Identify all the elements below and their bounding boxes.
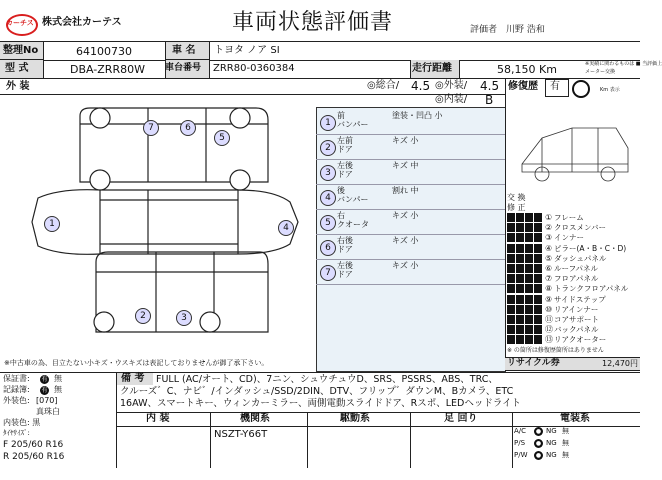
ps-ng: NG	[546, 439, 557, 447]
damage-row-part: 左後 ドア	[337, 161, 353, 179]
frame-item-number: ⑬	[545, 335, 553, 345]
mgmt-no-label: 整理No	[3, 45, 39, 56]
bottom-suspension: 足 回り	[444, 413, 478, 424]
frame-check-square	[534, 284, 542, 293]
frame-item-label: インナー	[554, 233, 584, 243]
frame-item-label: サイドステップ	[554, 294, 606, 304]
frame-check-square	[516, 233, 524, 242]
frame-check-square	[507, 295, 515, 304]
damage-row	[316, 109, 506, 135]
damage-row-part: 後 バンパー	[337, 186, 369, 204]
pw-ng: NG	[546, 451, 557, 459]
frame-item	[507, 223, 637, 233]
frame-item-number: ⑧	[545, 284, 553, 294]
ps-label: P/S	[514, 439, 526, 447]
frame-item-number: ①	[545, 213, 553, 222]
wheel	[90, 108, 110, 128]
frame-item-number: ⑩	[545, 304, 553, 314]
damage-row	[316, 259, 506, 285]
damage-row	[316, 234, 506, 260]
damage-row-number: 2	[320, 140, 336, 156]
frame-item-label: バックパネル	[554, 325, 599, 335]
repair-value: 有	[550, 81, 560, 92]
meter-note: メーター交換	[585, 69, 616, 75]
wheel	[230, 170, 250, 190]
frame-item	[507, 264, 637, 274]
frame-item-number: ⑪	[545, 315, 553, 324]
frame-check-square	[534, 254, 542, 263]
damage-row-description: キズ 小	[392, 136, 419, 145]
frame-check-square	[507, 233, 515, 242]
remarks-label: 備 考	[121, 373, 145, 384]
exterior-score-label: ◎外装/	[435, 80, 468, 91]
page-title: 車両状態評価書	[232, 10, 394, 35]
damage-marker-3[interactable]: 3	[176, 310, 192, 326]
frame-header-a: 交 換	[507, 193, 526, 202]
wheel	[94, 312, 114, 332]
recycle-label: リサイクル券	[507, 358, 560, 368]
damage-row-number: 3	[320, 165, 336, 181]
wheel	[200, 312, 220, 332]
interior-label: ◎内装/	[435, 94, 468, 105]
damage-marker-7[interactable]: 7	[143, 120, 159, 136]
frame-check-square	[516, 305, 524, 314]
interior-color: 内装色: 黒	[3, 418, 41, 427]
frame-check-square	[516, 315, 524, 324]
frame-item-number: ⑦	[545, 274, 553, 284]
frame-item	[507, 233, 637, 243]
frame-check-square	[516, 325, 524, 334]
repair-label: 修復歴	[508, 81, 538, 92]
frame-item-number: ④	[545, 243, 553, 253]
tire-rear: R 205/60 R16	[3, 452, 65, 462]
remarks-line3: 16AW、スマートキー、ウィンカーミラー、両側電動スライドドア、Rスポ、LEDヘッドライト	[120, 398, 522, 409]
recycle-value: 12,470円	[602, 359, 638, 368]
frame-check-square	[534, 244, 542, 253]
bottom-interior: 内 装	[146, 413, 170, 424]
warranty-value: 無	[54, 374, 62, 383]
frame-check-square	[534, 264, 542, 273]
damage-marker-1[interactable]: 1	[44, 216, 60, 232]
frame-check-square	[507, 325, 515, 334]
frame-item-label: フロアパネル	[554, 274, 599, 284]
damage-row-description: キズ 小	[392, 236, 419, 245]
frame-check-square	[507, 223, 515, 232]
damage-row-description: 割れ 中	[392, 186, 419, 195]
record-label: 記録簿:	[3, 385, 30, 394]
frame-item	[507, 274, 637, 284]
damage-marker-5[interactable]: 5	[214, 130, 230, 146]
damage-marker-2[interactable]: 2	[135, 308, 151, 324]
ps-ok-icon: ●	[535, 440, 542, 447]
warranty-label: 保証書:	[3, 374, 30, 383]
frame-check-square	[525, 335, 533, 344]
damage-row	[316, 159, 506, 185]
damage-row-description: キズ 小	[392, 261, 419, 270]
frame-check-square	[534, 274, 542, 283]
bottom-drive: 駆動系	[340, 413, 370, 424]
frame-item-number: ⑥	[545, 264, 553, 273]
damage-row-description: キズ 小	[392, 211, 419, 220]
frame-item-label: フレーム	[554, 213, 584, 222]
frame-check-square	[516, 244, 524, 253]
wheel	[90, 170, 110, 190]
frame-check-square	[534, 213, 542, 222]
frame-item-number: ②	[545, 223, 553, 233]
frame-item-label: ルーフパネル	[554, 264, 599, 273]
evaluator-label: 評価者	[470, 25, 498, 35]
bottom-engine: 機関系	[240, 413, 270, 424]
damage-row-number: 1	[320, 115, 336, 131]
mileage-note: ※実績に関わるものは ■ 当評価上	[585, 61, 662, 67]
frame-check-square	[507, 315, 515, 324]
frame-item-label: ピラー(A・B・C・D)	[554, 243, 627, 253]
frame-check-square	[516, 335, 524, 344]
bottom-engine-value: NSZT-Y66T	[214, 429, 268, 440]
frame-check-square	[525, 325, 533, 334]
frame-check-square	[507, 213, 515, 222]
frame-check-square	[516, 274, 524, 283]
frame-item-label: トランクフロアパネル	[554, 284, 629, 294]
frame-check-square	[525, 315, 533, 324]
overall-label: ◎総合/	[367, 80, 400, 91]
damage-row-number: 4	[320, 190, 336, 206]
frame-item	[507, 335, 637, 345]
header-table	[0, 41, 662, 79]
frame-item-number: ⑤	[545, 253, 553, 263]
frame-check-square	[516, 284, 524, 293]
frame-check-square	[507, 274, 515, 283]
frame-check-square	[525, 254, 533, 263]
damage-row-part: 右後 ドア	[337, 236, 353, 254]
frame-check-square	[507, 244, 515, 253]
frame-item-number: ③	[545, 233, 553, 243]
warranty-icon: 有	[41, 376, 48, 383]
frame-item-number: ⑨	[545, 294, 553, 304]
damage-row-part: 右 クオータ	[337, 211, 369, 229]
frame-item	[507, 315, 637, 325]
damage-row-description: キズ 中	[392, 161, 419, 170]
frame-item-label: ダッシュパネル	[554, 253, 607, 263]
meter-icon	[572, 80, 590, 98]
pw-ok-icon: ●	[535, 452, 542, 459]
frame-item	[507, 213, 637, 223]
frame-check-square	[534, 325, 542, 334]
logo-text: カーチス	[6, 19, 34, 27]
model-label: 型 式	[5, 63, 29, 74]
damage-row-part: 左後 ドア	[337, 261, 353, 279]
remarks-line1: FULL (AC/オート、CD)、7ニン、シュウチュウD、SRS、PSSRS、ABS、TRC、	[156, 374, 498, 385]
frame-diagram	[512, 98, 636, 188]
frame-check-square	[507, 284, 515, 293]
damage-marker-6[interactable]: 6	[180, 120, 196, 136]
frame-check-square	[525, 295, 533, 304]
overall-score: 4.5	[411, 79, 431, 93]
chassis-label: 車台番号	[165, 63, 202, 73]
bottom-electric: 電装系	[560, 413, 590, 424]
company-logo	[6, 14, 38, 36]
ac-label: A/C	[514, 427, 527, 435]
frame-check-square	[525, 274, 533, 283]
damage-row-number: 7	[320, 265, 336, 281]
company-name: 株式会社カーテス	[42, 17, 122, 28]
frame-header-b: 修 正	[507, 203, 526, 212]
ac-ng: NG	[546, 427, 557, 435]
exterior-footnote: ※中古車の為、目立たない小キズ・ウスキズは表記しておりませんが御了承下さい。	[4, 359, 269, 367]
wheel	[230, 108, 250, 128]
chassis-value: ZRR80-0360384	[213, 63, 295, 74]
pw-mu: 無	[562, 451, 569, 459]
frame-check-square	[534, 295, 542, 304]
meter-units-label: Km 表示	[600, 87, 620, 93]
color-name: 真珠白	[36, 407, 60, 416]
frame-check-square	[525, 223, 533, 232]
frame-check-square	[525, 233, 533, 242]
frame-check-square	[534, 305, 542, 314]
frame-check-square	[507, 305, 515, 314]
evaluator-name: 川野 浩和	[506, 25, 545, 35]
frame-check-square	[525, 264, 533, 273]
frame-check-square	[534, 335, 542, 344]
color-label: 外装色:	[3, 396, 30, 405]
ps-mu: 無	[562, 439, 569, 447]
exterior-label: 外 装	[6, 81, 30, 92]
frame-check-square	[507, 254, 515, 263]
ac-mu: 無	[562, 427, 569, 435]
frame-check-square	[525, 244, 533, 253]
damage-row-number: 5	[320, 215, 336, 231]
mileage-label: 走行距離	[412, 63, 452, 74]
frame-check-square	[516, 254, 524, 263]
damage-row	[316, 134, 506, 160]
frame-item	[507, 325, 637, 335]
frame-item	[507, 254, 637, 264]
frame-item	[507, 244, 637, 254]
frame-item-label: リアインナー	[554, 304, 599, 314]
frame-item	[507, 305, 637, 315]
frame-check-square	[516, 213, 524, 222]
model-value: DBA-ZRR80W	[70, 63, 145, 76]
damage-row	[316, 209, 506, 235]
frame-check-square	[516, 295, 524, 304]
damage-row-part: 前 バンパー	[337, 111, 369, 129]
frame-check-square	[534, 233, 542, 242]
frame-check-square	[507, 335, 515, 344]
damage-marker-4[interactable]: 4	[278, 220, 294, 236]
frame-item-label: コアサポート	[554, 315, 599, 324]
frame-item-label: リアクオーター	[554, 335, 607, 345]
tire-label: ﾀｲﾔｻｲｽﾞ:	[3, 429, 30, 437]
frame-check-square	[534, 223, 542, 232]
frame-check-square	[525, 305, 533, 314]
ac-ok-icon: ●	[535, 428, 542, 435]
frame-item	[507, 284, 637, 294]
frame-check-square	[516, 223, 524, 232]
frame-item-label: クロスメンバー	[554, 223, 606, 233]
record-icon: 有	[41, 387, 48, 394]
pw-label: P/W	[514, 451, 528, 459]
carname-value: トヨタ ノア SI	[214, 45, 280, 56]
frame-check-square	[525, 284, 533, 293]
color-code: [070]	[36, 396, 58, 405]
frame-check-square	[534, 315, 542, 324]
interior-score: B	[485, 93, 494, 107]
frame-item	[507, 295, 637, 305]
damage-row-number: 6	[320, 240, 336, 256]
tire-front: F 205/60 R16	[3, 440, 64, 450]
mgmt-no-value: 64100730	[76, 45, 132, 58]
frame-note: ※ の箇所は修復歴箇所はありません	[507, 347, 604, 354]
remarks-line2: クルーズ゛C、ナビ゛/インダッシュ/SSD/2DIN、DTV、フリップ゛ダウンM、Bカメラ、ETC	[120, 386, 514, 397]
frame-check-square	[507, 264, 515, 273]
mileage-value: 58,150 Km	[497, 63, 557, 76]
carname-label: 車 名	[172, 45, 196, 56]
exterior-score: 4.5	[480, 79, 500, 93]
damage-row-part: 左前 ドア	[337, 136, 353, 154]
damage-row-description: 塗装・凹凸 小	[392, 111, 443, 120]
frame-item-number: ⑫	[545, 325, 553, 335]
damage-row	[316, 184, 506, 210]
frame-check-square	[525, 213, 533, 222]
record-value: 無	[54, 385, 62, 394]
frame-check-square	[516, 264, 524, 273]
